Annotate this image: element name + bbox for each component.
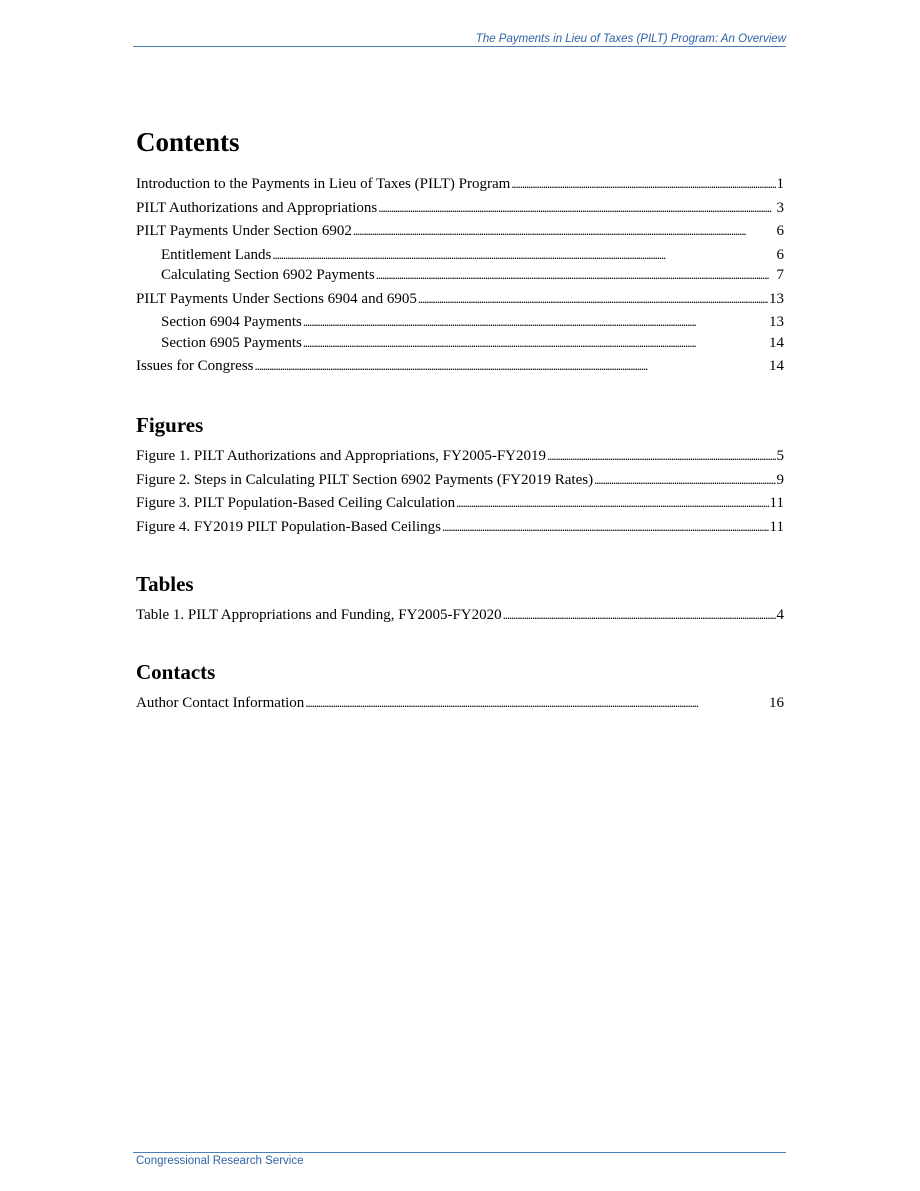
dot-leader [305, 693, 768, 713]
toc-entry-page: 14 [769, 334, 784, 351]
dot-leader [594, 470, 775, 490]
dot-leader [272, 245, 775, 265]
toc-entry-label: Issues for Congress [136, 358, 254, 375]
toc-entry-page: 13 [769, 314, 784, 331]
dot-leader [376, 265, 776, 285]
figures-list [136, 446, 784, 537]
toc-entry[interactable] [136, 198, 784, 218]
figure-entry[interactable] [136, 446, 784, 466]
toc-content [136, 124, 784, 717]
toc-entry[interactable] [136, 174, 784, 194]
contact-entry[interactable] [136, 693, 784, 713]
toc-entry-page: 11 [769, 518, 784, 535]
dot-leader [456, 493, 768, 513]
toc-entry-page: 6 [776, 223, 784, 240]
dot-leader [378, 198, 775, 218]
toc-entry-page: 6 [776, 246, 784, 263]
contents-list [136, 174, 784, 376]
toc-entry-label: Author Contact Information [136, 694, 305, 711]
toc-entry-label: PILT Payments Under Section 6902 [136, 223, 352, 240]
running-header: The Payments in Lieu of Taxes (PILT) Program: An Overview [475, 33, 786, 45]
toc-entry-page: 7 [776, 267, 784, 284]
toc-subentry[interactable] [161, 312, 784, 332]
figure-entry[interactable] [136, 517, 784, 537]
toc-entry-label: Section 6905 Payments [161, 334, 302, 351]
spacer [136, 380, 784, 411]
header-rule [133, 46, 786, 47]
toc-entry[interactable] [136, 356, 784, 376]
toc-subentry[interactable] [161, 333, 784, 353]
footer-rule [133, 1152, 786, 1153]
dot-leader [255, 356, 769, 376]
figure-entry[interactable] [136, 493, 784, 513]
toc-entry-label: PILT Payments Under Sections 6904 and 6905 [136, 290, 417, 307]
spacer [136, 540, 784, 570]
toc-entry-label: Table 1. PILT Appropriations and Funding, FY2005-FY2020 [136, 607, 502, 624]
toc-entry-label: PILT Authorizations and Appropriations [136, 199, 378, 216]
toc-entry-label: Figure 2. Steps in Calculating PILT Section 6902 Payments (FY2019 Rates) [136, 471, 594, 488]
toc-subentry[interactable] [161, 245, 784, 265]
dot-leader [503, 605, 776, 625]
toc-entry[interactable] [136, 221, 784, 241]
figure-entry[interactable] [136, 470, 784, 490]
dot-leader [547, 446, 776, 466]
toc-entry-page: 13 [769, 290, 784, 307]
toc-entry-label: Figure 1. PILT Authorizations and Appropriations, FY2005-FY2019 [136, 447, 546, 464]
toc-entry-page: 11 [769, 495, 784, 512]
toc-entry-page: 5 [776, 447, 784, 464]
dot-leader [511, 174, 775, 194]
toc-entry-page: 3 [776, 199, 784, 216]
toc-entry-page: 1 [776, 176, 784, 192]
tables-heading: Tables [136, 572, 194, 597]
toc-entry-page: 16 [769, 694, 784, 711]
toc-entry-label: Introduction to the Payments in Lieu of Taxes (PILT) Program [136, 176, 511, 192]
table-entry[interactable] [136, 605, 784, 625]
toc-entry-label: Entitlement Lands [161, 246, 272, 263]
tables-list [136, 605, 784, 625]
toc-subentry[interactable] [161, 265, 784, 285]
dot-leader [353, 221, 776, 241]
dot-leader [303, 333, 768, 353]
dot-leader [442, 517, 769, 537]
contacts-heading: Contacts [136, 659, 216, 684]
spacer [136, 629, 784, 658]
toc-entry-label: Figure 4. FY2019 PILT Population-Based Ceilings [136, 518, 442, 535]
toc-entry-page: 9 [776, 471, 784, 488]
contacts-list [136, 693, 784, 713]
toc-entry-label: Calculating Section 6902 Payments [161, 267, 375, 284]
running-footer: Congressional Research Service [136, 1155, 304, 1167]
contents-heading: Contents [136, 127, 240, 157]
dot-leader [418, 289, 768, 309]
toc-entry-label: Figure 3. PILT Population-Based Ceiling Calculation [136, 495, 456, 512]
dot-leader [303, 312, 768, 332]
toc-entry-page: 4 [776, 607, 784, 624]
toc-entry[interactable] [136, 289, 784, 309]
toc-entry-page: 14 [769, 358, 784, 375]
toc-entry-label: Section 6904 Payments [161, 314, 302, 331]
figures-heading: Figures [136, 412, 204, 437]
